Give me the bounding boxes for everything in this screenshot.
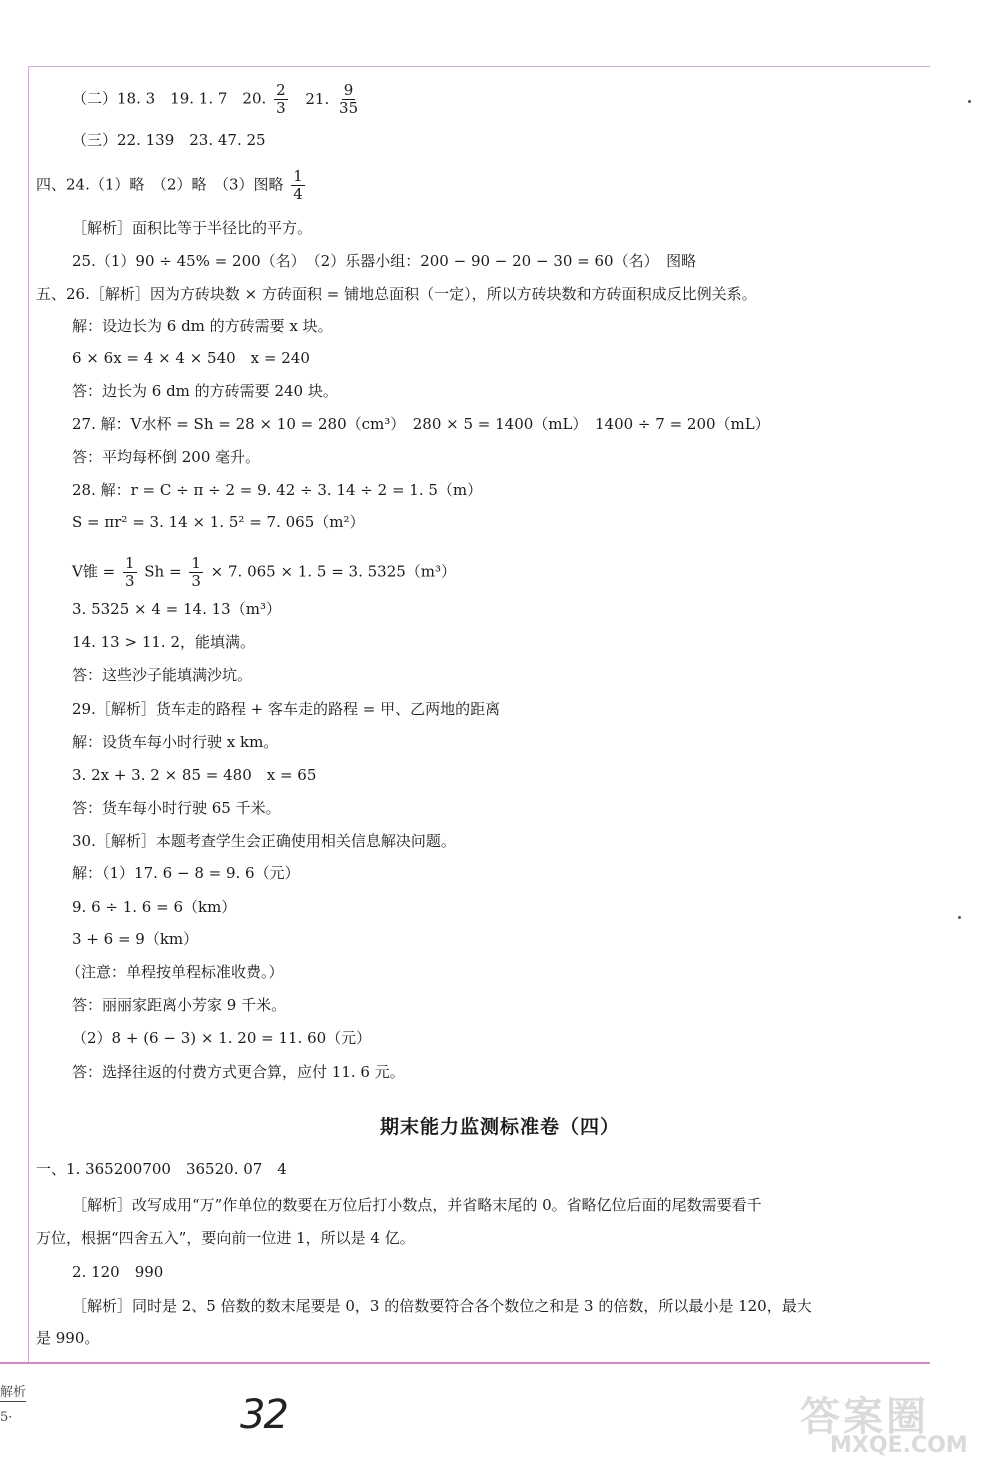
watermark-logo [800,1385,990,1465]
solution-line: 3. 5325 × 4 = 14. 13（m³） [72,600,281,618]
solution-line: 3. 2x + 3. 2 × 85 = 480 x = 65 [72,766,317,784]
answer-text: （二）18. 3 19. 1. 7 20. [72,89,267,108]
answer-text: 四、24.（1）略 （2）略 （3）图略 [36,175,284,194]
answer-statement: 答：这些沙子能填满沙坑。 [72,666,253,684]
fraction: $\frac{1}{3}$ [124,554,135,590]
footer-page-number: 5· [0,1410,13,1425]
solution-line: 6 × 6x = 4 × 4 × 540 x = 240 [72,349,310,367]
solution-line: S = πr² = 3. 14 × 1. 5² = 7. 065（m²） [72,513,365,531]
answer-statement: 答：平均每杯倒 200 毫升。 [72,448,261,466]
analysis-q1-cont: 万位，根据“四舍五入”，要向前一位进 1，所以是 4 亿。 [36,1229,415,1247]
fraction: $\frac{9}{35}$ [339,81,359,117]
solution-line: 解：（1）17. 6 − 8 = 9. 6（元） [72,864,300,882]
section-heading: 期末能力监测标准卷（四） [379,1116,620,1138]
solution-line: 3 + 6 = 9（km） [72,930,199,948]
note-line: （注意：单程按单程标准收费。） [66,963,284,981]
watermark-url: MXQE.COM [830,1433,968,1458]
answer-text: × 7. 065 × 1. 5 = 3. 5325（m³） [210,562,457,581]
solution-line: 解：设边长为 6 dm 的方砖需要 x 块。 [72,317,333,335]
answer-statement: 答：选择往返的付费方式更合算，应付 11. 6 元。 [72,1063,405,1081]
analysis-q1: ［解析］改写成用“万”作单位的数要在万位后打小数点，并省略末尾的 0。省略亿位后面的尾数需要看千 [72,1196,762,1214]
answer-text: Sh = [144,562,182,581]
watermark-text: 答案圈 [800,1394,929,1440]
scan-speck [968,100,971,103]
analysis-q2-cont: 是 990。 [36,1329,100,1347]
solution-line-q28: 28. 解：r = C ÷ π ÷ 2 = 9. 42 ÷ 3. 14 ÷ 2 = 1. 5（m） [72,481,483,499]
scan-speck [958,916,961,919]
page-border-left [28,66,29,1362]
answer-statement: 答：丽丽家距离小芳家 9 千米。 [72,996,287,1014]
answer-line-q24 [36,168,308,203]
answer-text: 21. [305,89,330,108]
analysis-q24: ［解析］面积比等于半径比的平方。 [72,219,313,237]
answer-statement: 答：边长为 6 dm 的方砖需要 240 块。 [72,382,338,400]
footer-section-label: 解析 [0,1385,27,1400]
fraction: $\frac{1}{3}$ [191,554,201,590]
solution-line: 14. 13 > 11. 2，能填满。 [72,633,255,651]
analysis-q26: 五、26.［解析］因为方砖块数 × 方砖面积 = 铺地总面积（一定），所以方砖块数和方砖面积成反比例关系。 [36,285,757,303]
answer-line-part2 [72,82,363,117]
answer-line-q1: 一、1. 365200700 36520. 07 4 [36,1160,287,1178]
fraction: $\frac{2}{3}$ [276,81,286,117]
page-border-top [28,66,930,67]
answer-line-q2: 2. 120 990 [72,1263,164,1281]
solution-line: 解：设货车每小时行驶 x km。 [72,733,279,751]
solution-line: 9. 6 ÷ 1. 6 = 6（km） [72,898,237,916]
analysis-q30: 30.［解析］本题考查学生会正确使用相关信息解决问题。 [72,832,456,850]
answer-line-q25: 25.（1）90 ÷ 45% = 200（名） （2）乐器小组：200 − 90 − 20 − 30 = 60（名） 图略 [72,252,697,270]
answer-text: V锥 = [72,562,116,581]
analysis-q2: ［解析］同时是 2、5 倍数的数末尾要是 0，3 的倍数要符合各个数位之和是 3 的倍数，所以最小是 120，最大 [72,1297,812,1315]
solution-line: （2）8 + (6 − 3) × 1. 20 = 11. 60（元） [72,1029,372,1047]
fraction: $\frac{1}{4}$ [293,167,303,203]
solution-line-volume [72,555,456,590]
solution-line-q27: 27. 解：V水杯 = Sh = 28 × 10 = 280（cm³） 280 × 5 = 1400（mL） 1400 ÷ 7 = 200（mL） [72,415,770,433]
answer-statement: 答：货车每小时行驶 65 千米。 [72,799,281,817]
answer-line-part3: （三）22. 139 23. 47. 25 [72,131,266,149]
analysis-q29: 29.［解析］货车走的路程 + 客车走的路程 = 甲、乙两地的距离 [72,700,501,718]
handwritten-page-number: 32 [240,1392,287,1438]
page-border-bottom [0,1362,930,1364]
